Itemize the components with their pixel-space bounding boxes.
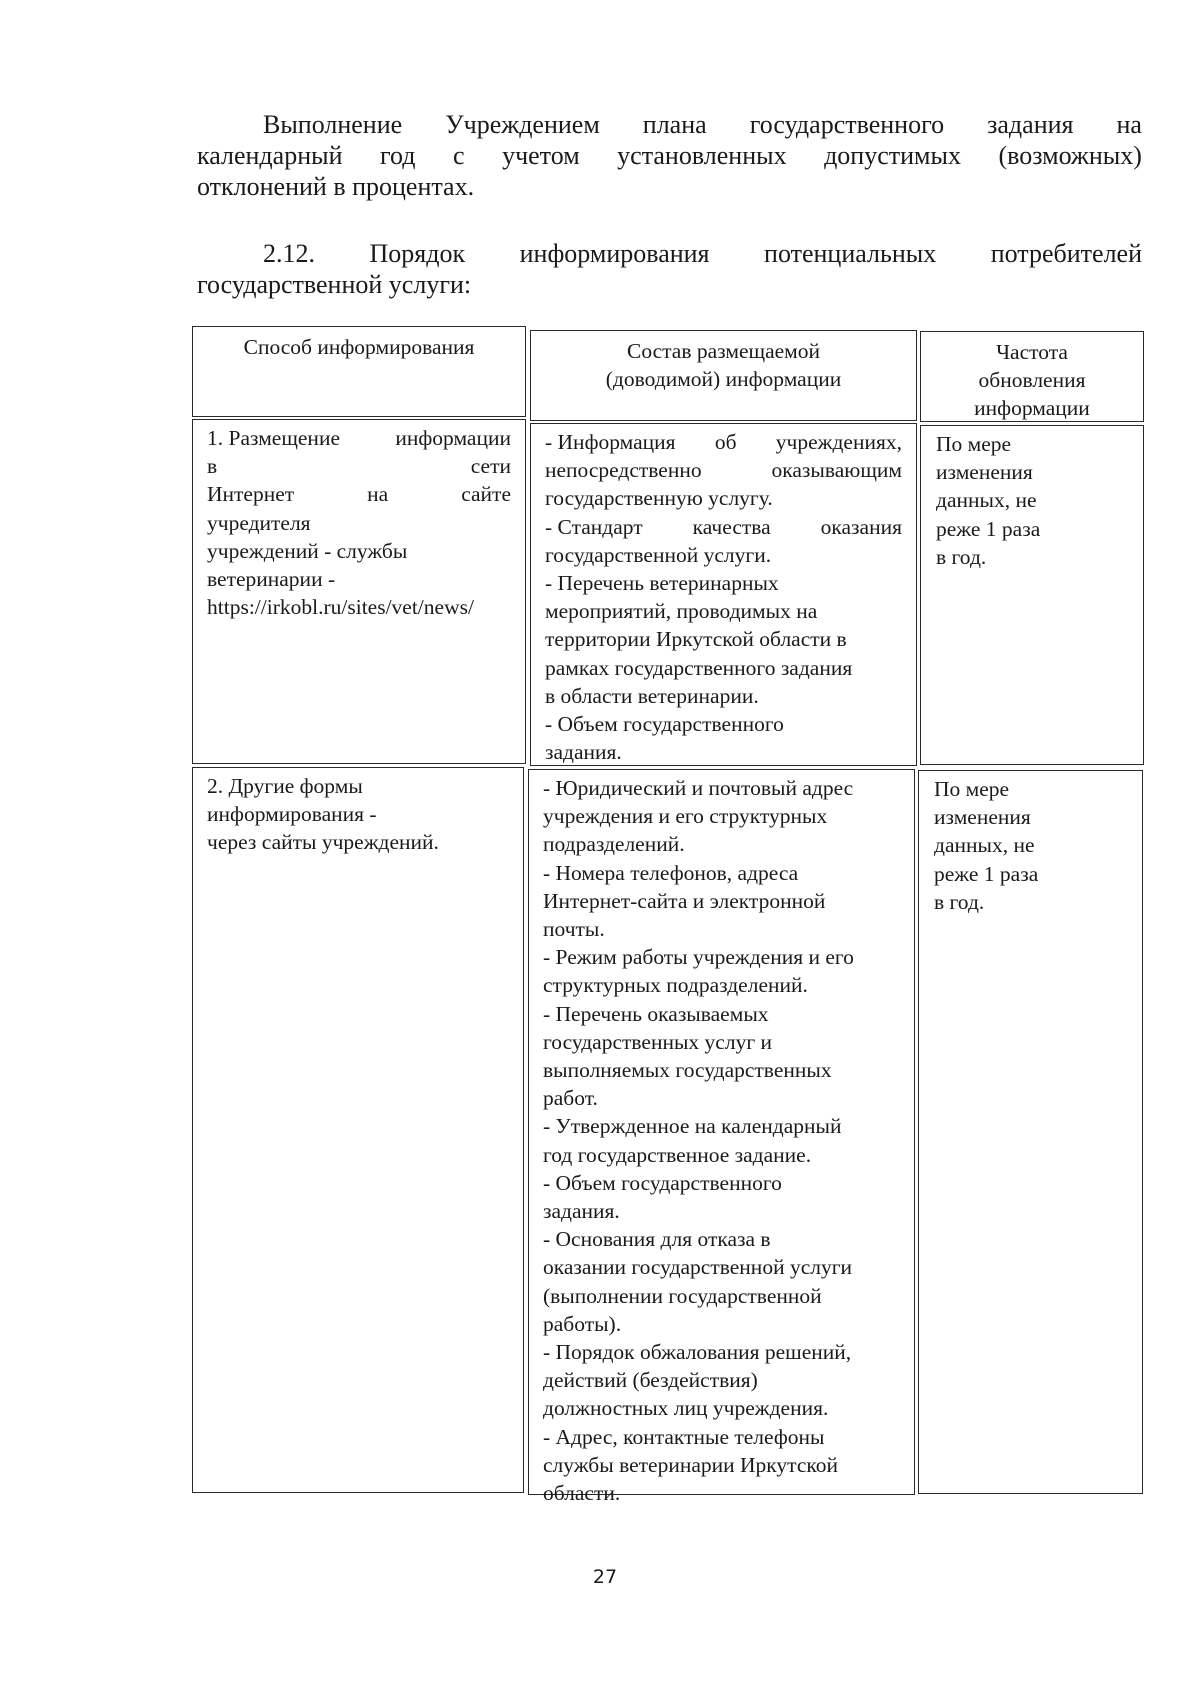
cell-line bbox=[545, 738, 902, 766]
cell-word: - Перечень ветеринарных bbox=[545, 571, 779, 596]
cell-line bbox=[543, 1112, 900, 1140]
cell-line: изменения bbox=[936, 460, 1033, 485]
row2-method-cell bbox=[192, 767, 524, 1493]
cell-word: - Стандарт bbox=[545, 514, 643, 539]
cell-word: - Основания для отказа в bbox=[543, 1227, 771, 1252]
cell-word: должностных лиц учреждения. bbox=[543, 1396, 829, 1421]
cell-word: работы). bbox=[543, 1311, 622, 1336]
cell-word: - Утвержденное на календарный bbox=[543, 1114, 842, 1139]
cell-word: оказания bbox=[820, 514, 902, 539]
cell-word: области. bbox=[543, 1481, 621, 1506]
cell-word: информирования - bbox=[207, 802, 377, 827]
cell-line bbox=[207, 452, 511, 480]
cell-word: - Информация bbox=[545, 430, 676, 454]
cell-word: сайте bbox=[461, 482, 511, 507]
cell-word: учреждений - службы bbox=[207, 538, 408, 563]
row2-frequency-cell bbox=[918, 770, 1143, 1494]
cell-line bbox=[545, 654, 902, 682]
cell-line: данных, не bbox=[934, 833, 1035, 858]
cell-word: - Объем государственного bbox=[545, 712, 784, 737]
cell-word: информации bbox=[395, 426, 511, 450]
cell-line: По мере bbox=[934, 777, 1010, 801]
row1-frequency-cell bbox=[920, 425, 1144, 765]
cell-line bbox=[207, 480, 511, 508]
cell-line bbox=[543, 1028, 900, 1056]
cell-line bbox=[543, 1451, 900, 1479]
cell-word: сети bbox=[470, 454, 511, 479]
cell-line bbox=[545, 682, 902, 710]
cell-line bbox=[545, 541, 902, 569]
cell-word: в области ветеринарии. bbox=[545, 683, 759, 708]
cell-word: год государственное задание. bbox=[543, 1142, 812, 1167]
cell-word: мероприятий, проводимых на bbox=[545, 599, 818, 624]
cell-line bbox=[543, 830, 900, 858]
cell-word: работ. bbox=[543, 1086, 598, 1111]
cell-word: оказывающим bbox=[771, 458, 902, 483]
cell-word: территории Иркутской области в bbox=[545, 627, 847, 652]
cell-line bbox=[543, 1000, 900, 1028]
cell-word: рамках государственного задания bbox=[545, 655, 853, 680]
cell-word: - Юридический и почтовый адрес bbox=[543, 776, 854, 800]
cell-word: задания. bbox=[543, 1199, 620, 1224]
cell-line bbox=[207, 424, 511, 452]
cell-line bbox=[545, 484, 902, 512]
cell-line bbox=[207, 537, 511, 565]
cell-line bbox=[543, 1197, 900, 1225]
cell-line bbox=[543, 1310, 900, 1338]
page-number: 27 bbox=[592, 1566, 618, 1588]
cell-word: - Адрес, контактные телефоны bbox=[543, 1424, 825, 1449]
cell-word: непосредственно bbox=[545, 458, 702, 483]
cell-word: - Режим работы учреждения и его bbox=[543, 945, 854, 970]
cell-line bbox=[207, 828, 509, 856]
cell-line bbox=[543, 802, 900, 830]
intro-paragraph bbox=[197, 109, 1142, 202]
cell-word: оказании государственной услуги bbox=[543, 1255, 853, 1280]
cell-line bbox=[543, 1225, 900, 1253]
cell-word: учредителя bbox=[207, 510, 311, 535]
cell-line bbox=[545, 428, 902, 456]
cell-word: действий (бездействия) bbox=[543, 1368, 758, 1393]
cell-line: данных, не bbox=[936, 488, 1037, 513]
cell-line bbox=[545, 597, 902, 625]
cell-word: подразделений. bbox=[543, 832, 685, 857]
cell-line bbox=[543, 887, 900, 915]
cell-line: реже 1 раза bbox=[936, 516, 1041, 541]
cell-word: (выполнении государственной bbox=[543, 1283, 822, 1308]
cell-word: учреждения и его структурных bbox=[543, 804, 828, 829]
cell-word: Интернет bbox=[207, 482, 295, 507]
cell-line bbox=[543, 1084, 900, 1112]
cell-line: По мере bbox=[936, 432, 1012, 456]
cell-line bbox=[207, 800, 509, 828]
cell-line bbox=[543, 774, 900, 802]
cell-word: выполняемых государственных bbox=[543, 1058, 832, 1083]
cell-word: - Объем государственного bbox=[543, 1170, 782, 1195]
cell-line bbox=[543, 943, 900, 971]
cell-line bbox=[543, 1169, 900, 1197]
header-method: Способ информирования bbox=[192, 326, 526, 417]
cell-word: - Перечень оказываемых bbox=[543, 1001, 769, 1026]
cell-word: задания. bbox=[545, 740, 622, 765]
cell-line: реже 1 раза bbox=[934, 861, 1039, 886]
cell-word: об bbox=[714, 430, 737, 454]
cell-word: https://irkobl.ru/sites/vet/news/ bbox=[207, 595, 474, 620]
cell-line bbox=[543, 1394, 900, 1422]
cell-word: - Номера телефонов, адреса bbox=[543, 860, 799, 885]
cell-line bbox=[543, 1423, 900, 1451]
cell-line: изменения bbox=[934, 805, 1031, 830]
cell-word: государственных услуг и bbox=[543, 1029, 773, 1054]
cell-line bbox=[207, 593, 511, 621]
cell-word: почты. bbox=[543, 917, 605, 942]
cell-word: государственную услугу. bbox=[545, 486, 773, 511]
row1-content-cell bbox=[530, 423, 917, 766]
cell-line bbox=[543, 1141, 900, 1169]
cell-word: на bbox=[367, 482, 389, 507]
cell-line bbox=[545, 456, 902, 484]
row2-content-cell bbox=[528, 769, 915, 1506]
cell-word: структурных подразделений. bbox=[543, 973, 808, 998]
cell-word: через сайты учреждений. bbox=[207, 830, 439, 855]
cell-line bbox=[543, 1253, 900, 1281]
section-line-1: 2.12. Порядок информирования потенциальных потребителей bbox=[263, 239, 1142, 268]
cell-line bbox=[207, 509, 511, 537]
cell-word: в bbox=[207, 454, 218, 479]
cell-line bbox=[545, 513, 902, 541]
cell-line bbox=[543, 859, 900, 887]
intro-line-3: отклонений в процентах. bbox=[197, 172, 475, 201]
cell-line bbox=[545, 625, 902, 653]
cell-line bbox=[543, 1338, 900, 1366]
cell-word: службы ветеринарии Иркутской bbox=[543, 1452, 838, 1477]
cell-line bbox=[543, 1282, 900, 1310]
intro-line-2: календарный год с учетом установленных допустимых (возможных) bbox=[197, 141, 1142, 170]
intro-line-1: Выполнение Учреждением плана государственного задания на bbox=[263, 110, 1142, 139]
cell-line bbox=[543, 971, 900, 999]
cell-word: - Порядок обжалования решений, bbox=[543, 1340, 852, 1365]
row1-method-cell bbox=[192, 419, 526, 764]
section-heading bbox=[197, 238, 1142, 300]
cell-line bbox=[543, 1366, 900, 1394]
cell-word: 1. Размещение bbox=[207, 426, 340, 450]
cell-line: в год. bbox=[936, 544, 987, 569]
cell-line: в год. bbox=[934, 889, 985, 914]
cell-line bbox=[545, 710, 902, 738]
cell-line bbox=[207, 772, 509, 800]
cell-word: качества bbox=[692, 514, 771, 539]
cell-word: государственной услуги. bbox=[545, 542, 772, 567]
header-content: Состав размещаемой (доводимой) информации bbox=[530, 330, 917, 421]
cell-line bbox=[543, 1056, 900, 1084]
cell-word: учреждениях, bbox=[775, 430, 902, 454]
cell-line bbox=[545, 569, 902, 597]
header-frequency: Частота обновления информации bbox=[920, 331, 1144, 422]
cell-word: ветеринарии - bbox=[207, 567, 336, 592]
cell-line bbox=[543, 1479, 900, 1507]
section-line-2: государственной услуги: bbox=[197, 270, 472, 299]
cell-word: Интернет-сайта и электронной bbox=[543, 888, 826, 913]
cell-line bbox=[543, 915, 900, 943]
cell-line bbox=[207, 565, 511, 593]
cell-word: 2. Другие формы bbox=[207, 774, 363, 798]
